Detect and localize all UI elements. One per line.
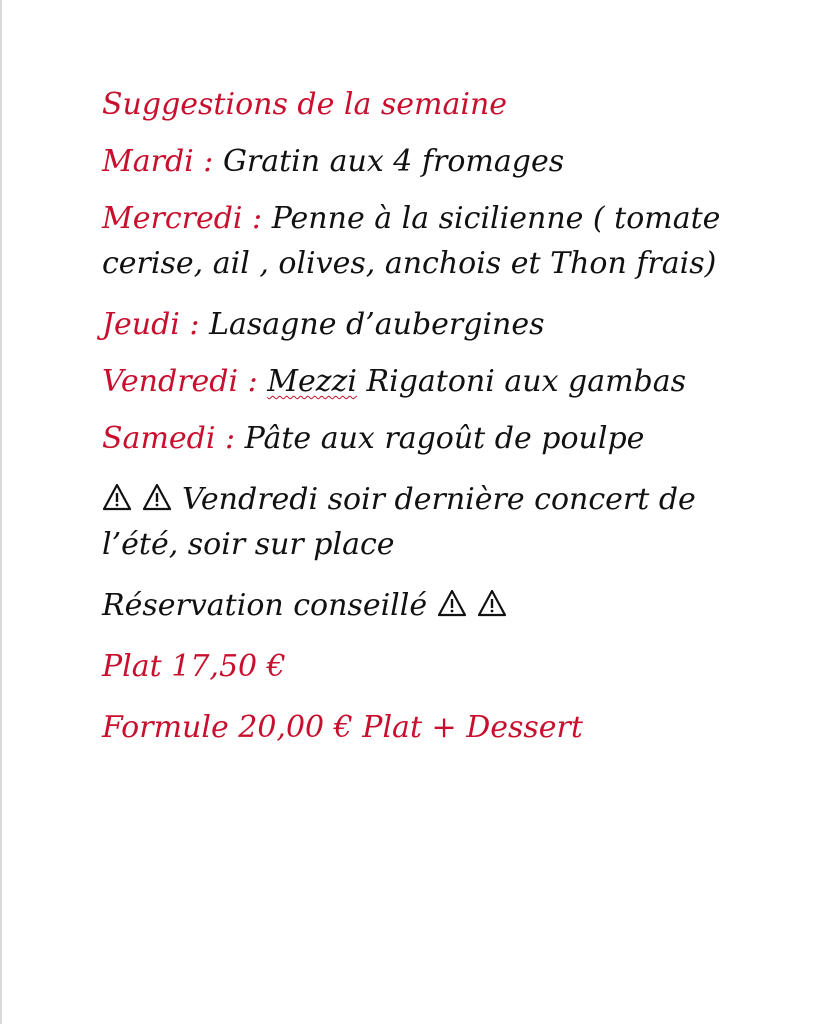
menu-row-samedi	[102, 416, 762, 461]
day-label: Jeudi :	[102, 307, 200, 342]
warning-icon	[102, 483, 136, 513]
warning-icon	[142, 483, 176, 513]
dish-name: Penne à la sicilienne ( tomate cerise, ail , olives, anchois et Thon frais)	[102, 201, 721, 281]
warning-icon	[437, 589, 471, 619]
dish-name-spellcheck: Mezzi	[267, 364, 357, 399]
day-label: Samedi :	[102, 421, 236, 456]
page-edge	[0, 0, 2, 1024]
menu-row-jeudi	[102, 302, 762, 347]
reservation-text: Réservation conseillé	[102, 588, 428, 623]
dish-name: Rigatoni aux gambas	[366, 364, 687, 399]
warning-icon	[477, 589, 511, 619]
dish-name: Pâte aux ragoût de poulpe	[244, 421, 645, 456]
menu-row-mardi	[102, 139, 762, 184]
menu-document	[102, 82, 762, 750]
concert-notice	[102, 477, 762, 567]
day-label: Vendredi :	[102, 364, 258, 399]
notice-text: Vendredi soir dernière concert de l’été, soir sur place	[102, 482, 696, 562]
menu-row-mercredi	[102, 196, 762, 286]
day-label: Mardi :	[102, 144, 214, 179]
menu-row-vendredi	[102, 359, 762, 404]
price-formule: Formule 20,00 € Plat + Dessert	[102, 710, 583, 745]
price-plat: Plat 17,50 €	[102, 649, 286, 684]
menu-title: Suggestions de la semaine	[102, 87, 508, 122]
dish-name: Lasagne d’aubergines	[209, 307, 545, 342]
day-label: Mercredi :	[102, 201, 263, 236]
reservation-notice	[102, 583, 762, 628]
dish-name: Gratin aux 4 fromages	[222, 144, 565, 179]
